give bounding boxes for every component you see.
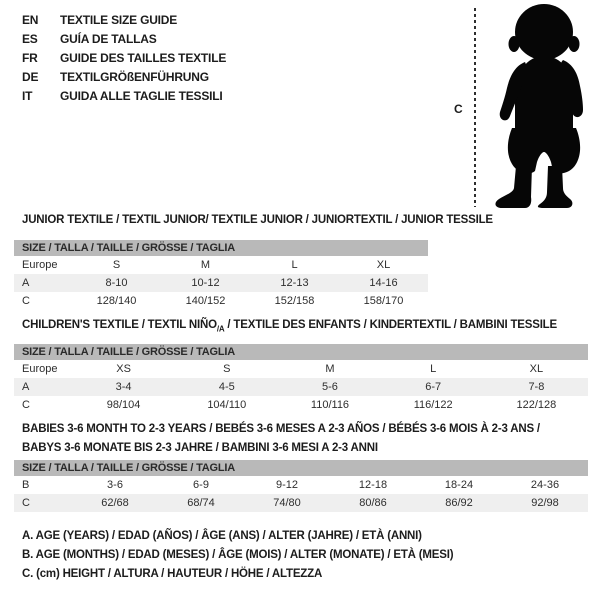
table-cell: 10-12 bbox=[191, 277, 220, 289]
height-dashed-line bbox=[474, 8, 476, 207]
junior-title-text: JUNIOR TEXTILE / TEXTIL JUNIOR/ TEXTILE JUNIOR / JUNIORTEXTIL / JUNIOR TESSILE bbox=[22, 214, 493, 226]
row-label: B bbox=[22, 479, 30, 491]
size-header-bar: SIZE / TALLA / TAILLE / GRÖSSE / TAGLIA bbox=[14, 240, 428, 256]
footnote-list bbox=[22, 530, 453, 587]
table-cell: 12-13 bbox=[280, 277, 309, 289]
table-cell: M bbox=[325, 363, 335, 375]
table-cell: 128/140 bbox=[96, 295, 137, 307]
row-label: A bbox=[22, 381, 30, 393]
table-row-a bbox=[14, 274, 428, 292]
table-row-b bbox=[14, 476, 588, 494]
table-cell: L bbox=[291, 259, 298, 271]
table-cell: 68/74 bbox=[187, 497, 215, 509]
table-row-c bbox=[14, 292, 428, 310]
table-cell: 98/104 bbox=[106, 399, 141, 411]
table-cell: 3-4 bbox=[115, 381, 132, 393]
table-cell: 122/128 bbox=[516, 399, 557, 411]
table-cell: 7-8 bbox=[528, 381, 545, 393]
footnote-c: C. (cm) HEIGHT / ALTURA / HAUTEUR / HÖHE / ALTEZZA bbox=[22, 568, 323, 580]
language-code: EN bbox=[22, 12, 39, 27]
children-section-title bbox=[22, 316, 557, 338]
table-cell: 140/152 bbox=[185, 295, 226, 307]
language-code: IT bbox=[22, 88, 33, 103]
language-row-it bbox=[22, 86, 226, 105]
footnote-a: A. AGE (YEARS) / EDAD (AÑOS) / ÂGE (ANS) / ALTER (JAHRE) / ETÀ (ANNI) bbox=[22, 530, 422, 542]
table-cell: 158/170 bbox=[363, 295, 404, 307]
table-cell: 3-6 bbox=[107, 479, 123, 491]
table-cell: 18-24 bbox=[444, 479, 474, 491]
table-cell: 62/68 bbox=[101, 497, 129, 509]
children-title-subscript: /A bbox=[216, 324, 225, 334]
table-cell: 86/92 bbox=[445, 497, 473, 509]
language-row-en bbox=[22, 10, 226, 29]
language-row-de bbox=[22, 67, 226, 86]
size-header-bar: SIZE / TALLA / TAILLE / GRÖSSE / TAGLIA bbox=[14, 460, 588, 476]
table-cell: 152/158 bbox=[274, 295, 315, 307]
table-cell: 4-5 bbox=[218, 381, 235, 393]
row-label: C bbox=[22, 399, 30, 411]
table-cell: L bbox=[430, 363, 437, 375]
table-row-a bbox=[14, 378, 588, 396]
table-cell: S bbox=[223, 363, 231, 375]
table-cell: 74/80 bbox=[273, 497, 301, 509]
children-title-text-cont: / TEXTILE DES ENFANTS / KINDERTEXTIL / BAMBINI TESSILE bbox=[224, 319, 557, 331]
row-label: Europe bbox=[22, 259, 58, 271]
guide-title-fr: GUIDE DES TAILLES TEXTILE bbox=[60, 50, 227, 65]
table-cell: 80/86 bbox=[359, 497, 387, 509]
baby-figure-area bbox=[440, 0, 600, 215]
table-cell: 92/98 bbox=[531, 497, 559, 509]
table-cell: 24-36 bbox=[530, 479, 560, 491]
height-measure-label: C bbox=[454, 102, 463, 116]
row-label: C bbox=[22, 497, 30, 509]
row-label: Europe bbox=[22, 363, 58, 375]
table-cell: S bbox=[112, 259, 121, 271]
table-cell: 9-12 bbox=[275, 479, 299, 491]
table-cell: 5-6 bbox=[322, 381, 338, 393]
table-cell: M bbox=[200, 259, 211, 271]
table-row-europe bbox=[14, 256, 428, 274]
table-row-c bbox=[14, 396, 588, 414]
table-cell: 8-10 bbox=[105, 277, 128, 289]
babies-section-title bbox=[22, 420, 540, 458]
row-label: C bbox=[22, 295, 30, 307]
language-code: DE bbox=[22, 69, 39, 84]
table-cell: 6-7 bbox=[425, 381, 442, 393]
children-title-text: CHILDREN'S TEXTILE / TEXTIL NIÑO bbox=[22, 319, 217, 331]
junior-section-title bbox=[22, 211, 493, 230]
guide-title-de: TEXTILGRÖßENFÜHRUNG bbox=[60, 69, 209, 84]
guide-title-es: GUÍA DE TALLAS bbox=[60, 31, 157, 46]
language-row-es bbox=[22, 29, 226, 48]
language-code: FR bbox=[22, 50, 38, 65]
table-cell: 14-16 bbox=[369, 277, 398, 289]
size-table-junior bbox=[14, 240, 428, 310]
row-label: A bbox=[22, 277, 30, 289]
table-row-c bbox=[14, 494, 588, 512]
guide-title-en: TEXTILE SIZE GUIDE bbox=[60, 12, 178, 27]
babies-title-line1: BABIES 3-6 MONTH TO 2-3 YEARS / BEBÉS 3-6 MESES A 2-3 AÑOS / BÉBÉS 3-6 MOIS À 2-3 ANS / bbox=[22, 423, 540, 435]
size-table-babies bbox=[14, 460, 588, 512]
table-cell: 6-9 bbox=[193, 479, 209, 491]
size-table-children bbox=[14, 344, 588, 414]
table-cell: XL bbox=[376, 259, 391, 271]
baby-silhouette-image bbox=[487, 2, 600, 208]
size-header-bar: SIZE / TALLA / TAILLE / GRÖSSE / TAGLIA bbox=[14, 344, 588, 360]
babies-title-line2: BABYS 3-6 MONATE BIS 2-3 JAHRE / BAMBINI 3-6 MESI A 2-3 ANNI bbox=[22, 442, 378, 454]
guide-title-it: GUIDA ALLE TAGLIE TESSILI bbox=[60, 88, 223, 103]
table-cell: XL bbox=[529, 363, 544, 375]
table-cell: 110/116 bbox=[310, 399, 350, 411]
language-title-list bbox=[22, 10, 226, 105]
language-code: ES bbox=[22, 31, 38, 46]
table-cell: 116/122 bbox=[413, 399, 453, 411]
table-cell: XS bbox=[116, 363, 131, 375]
language-row-fr bbox=[22, 48, 226, 67]
table-cell: 104/110 bbox=[207, 399, 247, 411]
table-row-europe bbox=[14, 360, 588, 378]
table-cell: 12-18 bbox=[358, 479, 388, 491]
footnote-b: B. AGE (MONTHS) / EDAD (MESES) / ÂGE (MOIS) / ALTER (MONATE) / ETÀ (MESI) bbox=[22, 549, 454, 561]
